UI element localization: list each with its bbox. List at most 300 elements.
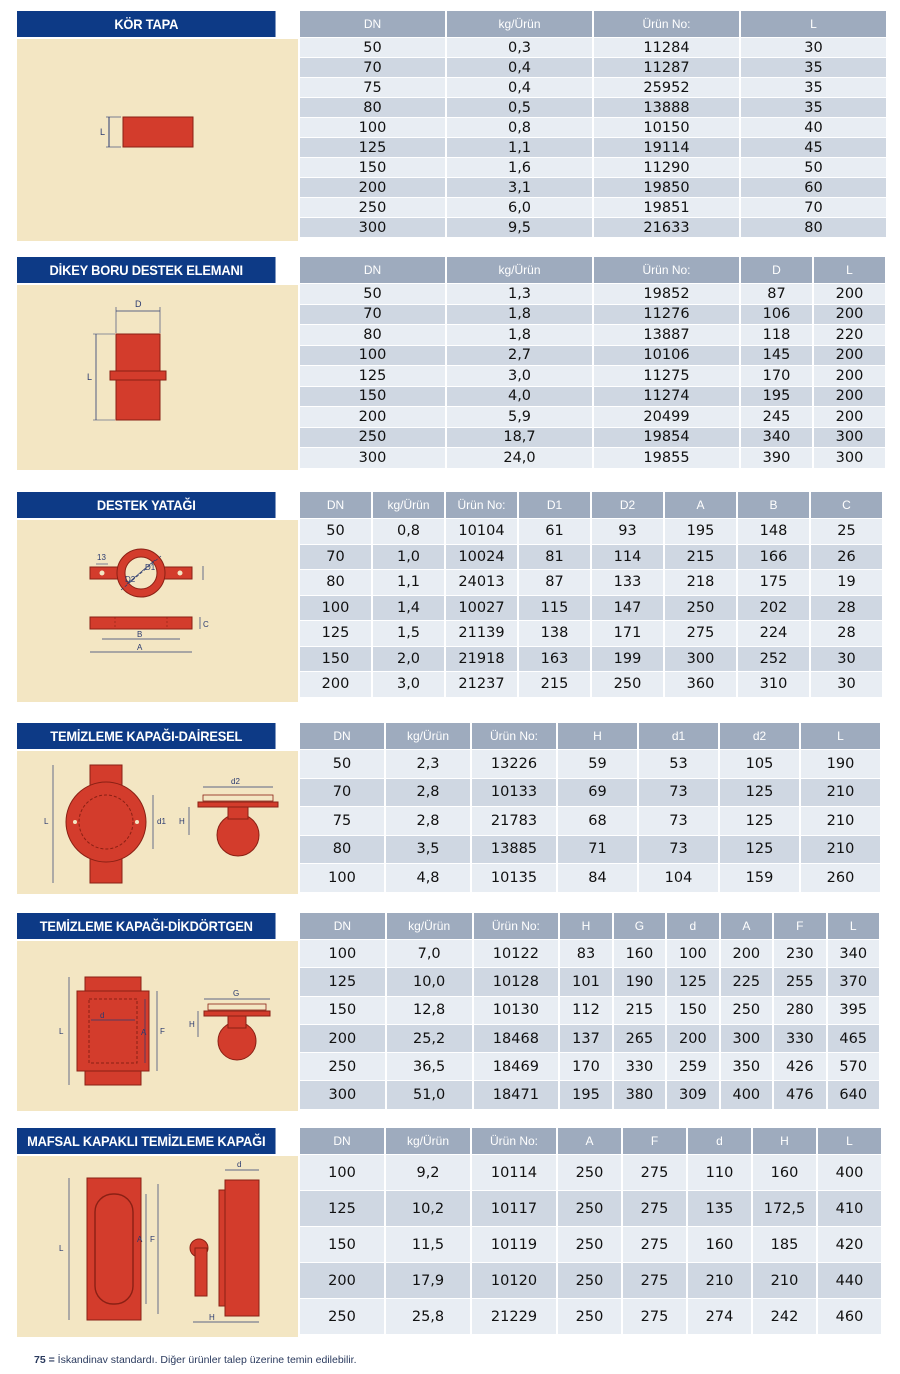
table-row [300,1263,881,1298]
table-row [300,98,886,117]
table-cell: 300 [721,1025,772,1052]
label-D1: D1 [145,563,156,572]
label-H: H [189,1020,195,1029]
table-cell: 19114 [594,138,739,157]
table-cell: 73 [639,779,718,807]
table-cell: 170 [560,1053,611,1080]
table-row [300,448,885,468]
table-cell: 465 [828,1025,879,1052]
col-header: DN [300,1128,384,1154]
table-cell: 80 [741,218,886,237]
label-A: A [137,1235,143,1244]
section-temizleme-dairesel [17,723,883,894]
label-A: A [141,1028,147,1037]
table-cell: 150 [300,647,371,672]
table-cell: 13887 [594,325,739,345]
table-cell: 200 [814,346,885,366]
table-cell: 36,5 [387,1053,472,1080]
table-cell: 460 [818,1299,881,1334]
col-header: Ürün No: [472,1128,556,1154]
table-cell: 1,8 [447,305,592,325]
product-drawing-kor-tapa [17,39,298,241]
table-cell: 19851 [594,198,739,217]
col-header: kg/Ürün [386,1128,470,1154]
table-cell: 210 [801,807,880,835]
table-cell: 166 [738,545,809,570]
table-row [300,178,886,197]
table-cell: 17,9 [386,1263,470,1298]
table-cell: 11275 [594,366,739,386]
table-cell: 200 [721,940,772,967]
section-destek-yatagi [17,492,883,702]
table-cell: 10128 [474,968,559,995]
section-title: KÖR TAPA [17,11,276,37]
table-cell: 340 [741,428,812,448]
table-row [300,58,886,77]
table-cell: 275 [623,1263,686,1298]
table-row [300,407,885,427]
table-cell: 70 [300,58,445,77]
table-row [300,1081,879,1108]
table-cell: 40 [741,118,886,137]
label-13: 13 [97,553,106,562]
table-cell: 11287 [594,58,739,77]
table-cell: 330 [774,1025,825,1052]
table-row [300,138,886,157]
table-cell: 200 [814,284,885,304]
table-cell: 10119 [472,1227,556,1262]
table-cell: 0,8 [373,519,444,544]
col-header: Ürün No: [594,11,739,37]
col-header: L [818,1128,881,1154]
table-cell: 0,8 [447,118,592,137]
table-cell: 10024 [446,545,517,570]
table-row [300,968,879,995]
table-cell: 10,0 [387,968,472,995]
table-cell: 135 [688,1191,751,1226]
table-cell: 195 [560,1081,611,1108]
col-header: Ürün No: [474,913,559,939]
table-cell: 115 [519,596,590,621]
table-cell: 171 [592,621,663,646]
table-cell: 150 [300,158,445,177]
table-cell: 150 [667,997,718,1024]
section-mafsal-kapakli [17,1128,883,1337]
table-cell: 0,3 [447,38,592,57]
table-row [300,807,880,835]
table-cell: 476 [774,1081,825,1108]
table-row [300,750,880,778]
table-row [300,1053,879,1080]
table-cell: 250 [721,997,772,1024]
section-title: TEMİZLEME KAPAĞI-DİKDÖRTGEN [17,913,276,939]
col-header: H [558,723,637,749]
table-cell: 10133 [472,779,556,807]
table-cell: 640 [828,1081,879,1108]
table-cell: 370 [828,968,879,995]
table-cell: 10027 [446,596,517,621]
table-cell: 230 [774,940,825,967]
table-cell: 250 [558,1191,621,1226]
table-cell: 21633 [594,218,739,237]
table-cell: 69 [558,779,637,807]
table-cell: 75 [300,807,384,835]
table-cell: 50 [300,38,445,57]
table-cell: 2,7 [447,346,592,366]
table-cell: 30 [741,38,886,57]
table-cell: 200 [814,366,885,386]
table-cell: 275 [623,1191,686,1226]
table-cell: 400 [721,1081,772,1108]
table-cell: 440 [818,1263,881,1298]
table-cell: 18471 [474,1081,559,1108]
table-cell: 170 [741,366,812,386]
label-L: L [44,817,49,826]
table-row [300,325,885,345]
col-header: A [721,913,772,939]
table-cell: 81 [519,545,590,570]
table-cell: 73 [639,836,718,864]
spec-table [298,722,882,893]
table-cell: 250 [300,428,445,448]
section-title: TEMİZLEME KAPAĞI-DAİRESEL [17,723,276,749]
label-d2: d2 [231,777,240,786]
table-row [300,305,885,325]
table-cell: 87 [519,570,590,595]
table-cell: 2,8 [386,807,470,835]
table-cell: 125 [720,807,799,835]
table-cell: 250 [558,1227,621,1262]
table-cell: 3,0 [447,366,592,386]
col-header: L [828,913,879,939]
table-cell: 13888 [594,98,739,117]
product-drawing-temizleme-dikdortgen [17,941,298,1111]
table-cell: 1,5 [373,621,444,646]
table-cell: 300 [814,428,885,448]
table-row [300,545,882,570]
table-cell: 21237 [446,672,517,697]
table-cell: 242 [753,1299,816,1334]
col-header: H [753,1128,816,1154]
table-row [300,647,882,672]
table-cell: 137 [560,1025,611,1052]
table-cell: 25,2 [387,1025,472,1052]
table-cell: 310 [738,672,809,697]
table-cell: 260 [801,864,880,892]
table-cell: 18,7 [447,428,592,448]
table-cell: 10135 [472,864,556,892]
table-cell: 50 [300,750,384,778]
table-cell: 104 [639,864,718,892]
spec-table [298,256,887,469]
table-cell: 21229 [472,1299,556,1334]
page-number-eq: = [48,1354,55,1366]
table-cell: 50 [300,519,371,544]
table-cell: 110 [688,1155,751,1190]
table-cell: 1,4 [373,596,444,621]
label-F: F [150,1235,155,1244]
table-cell: 252 [738,647,809,672]
table-row [300,346,885,366]
table-cell: 160 [753,1155,816,1190]
table-cell: 215 [665,545,736,570]
table-cell: 35 [741,58,886,77]
table-cell: 1,8 [447,325,592,345]
col-header: F [774,913,825,939]
table-cell: 112 [560,997,611,1024]
label-C: C [203,620,209,629]
table-cell: 210 [753,1263,816,1298]
table-cell: 1,0 [373,545,444,570]
table-cell: 395 [828,997,879,1024]
col-header: DN [300,913,385,939]
table-cell: 19855 [594,448,739,468]
table-row [300,284,885,304]
table-cell: 250 [558,1263,621,1298]
table-cell: 250 [558,1155,621,1190]
table-cell: 24,0 [447,448,592,468]
table-cell: 11290 [594,158,739,177]
table-cell: 2,3 [386,750,470,778]
table-cell: 4,8 [386,864,470,892]
table-cell: 100 [300,1155,384,1190]
table-cell: 11274 [594,387,739,407]
product-drawing-temizleme-dairesel [17,751,298,894]
table-cell: 11,5 [386,1227,470,1262]
label-L: L [59,1027,64,1036]
table-cell: 5,9 [447,407,592,427]
table-cell: 9,2 [386,1155,470,1190]
table-cell: 19850 [594,178,739,197]
table-cell: 275 [665,621,736,646]
table-cell: 70 [741,198,886,217]
table-cell: 11284 [594,38,739,57]
table-cell: 133 [592,570,663,595]
col-header: DN [300,723,384,749]
table-cell: 80 [300,325,445,345]
table-cell: 274 [688,1299,751,1334]
label-B: B [137,630,143,639]
table-cell: 83 [560,940,611,967]
table-row [300,1191,881,1226]
table-row [300,158,886,177]
table-cell: 250 [300,198,445,217]
table-cell: 21783 [472,807,556,835]
table-cell: 105 [720,750,799,778]
table-cell: 30 [811,672,882,697]
table-cell: 400 [818,1155,881,1190]
section-temizleme-dikdortgen [17,913,883,1111]
table-row [300,940,879,967]
table-cell: 360 [665,672,736,697]
table-cell: 390 [741,448,812,468]
table-cell: 3,5 [386,836,470,864]
table-cell: 18468 [474,1025,559,1052]
table-cell: 50 [741,158,886,177]
table-cell: 250 [300,1299,384,1334]
table-cell: 300 [300,218,445,237]
table-cell: 80 [300,570,371,595]
table-cell: 410 [818,1191,881,1226]
table-cell: 275 [623,1227,686,1262]
spec-table [298,10,888,238]
table-cell: 309 [667,1081,718,1108]
table-cell: 210 [801,779,880,807]
table-cell: 50 [300,284,445,304]
table-cell: 125 [300,968,385,995]
col-header: F [623,1128,686,1154]
table-row [300,1025,879,1052]
table-cell: 60 [741,178,886,197]
table-cell: 84 [558,864,637,892]
table-cell: 200 [814,387,885,407]
col-header: G [614,913,665,939]
table-cell: 125 [300,621,371,646]
table-cell: 3,1 [447,178,592,197]
col-header: DN [300,11,445,37]
table-cell: 200 [814,407,885,427]
table-cell: 13226 [472,750,556,778]
col-header: C [811,492,882,518]
col-header: kg/Ürün [447,257,592,283]
table-cell: 68 [558,807,637,835]
col-header: A [558,1128,621,1154]
col-header: kg/Ürün [373,492,444,518]
table-cell: 175 [738,570,809,595]
label-L: L [100,127,106,137]
table-cell: 210 [688,1263,751,1298]
col-header: D [741,257,812,283]
table-cell: 100 [300,596,371,621]
table-cell: 1,1 [447,138,592,157]
table-cell: 1,6 [447,158,592,177]
table-row [300,621,882,646]
label-d1: d1 [157,817,166,826]
table-cell: 125 [720,779,799,807]
table-cell: 300 [814,448,885,468]
table-row [300,997,879,1024]
table-cell: 24013 [446,570,517,595]
label-G: G [233,989,240,998]
table-cell: 10106 [594,346,739,366]
table-cell: 145 [741,346,812,366]
col-header: B [738,492,809,518]
table-cell: 53 [639,750,718,778]
table-row [300,366,885,386]
table-cell: 150 [300,1227,384,1262]
section-title: MAFSAL KAPAKLI TEMİZLEME KAPAĞI [17,1128,276,1154]
label-H: H [209,1313,215,1322]
page-number: 75 [34,1354,46,1366]
table-cell: 138 [519,621,590,646]
table-cell: 61 [519,519,590,544]
table-cell: 30 [811,647,882,672]
table-cell: 224 [738,621,809,646]
table-cell: 10104 [446,519,517,544]
table-cell: 0,5 [447,98,592,117]
table-cell: 35 [741,78,886,97]
table-cell: 80 [300,836,384,864]
table-cell: 150 [300,387,445,407]
table-row [300,596,882,621]
table-cell: 426 [774,1053,825,1080]
page-footer [34,1354,357,1366]
table-cell: 11276 [594,305,739,325]
table-cell: 100 [300,864,384,892]
col-header: L [741,11,886,37]
table-cell: 10114 [472,1155,556,1190]
table-cell: 275 [623,1299,686,1334]
table-cell: 13885 [472,836,556,864]
table-cell: 200 [300,1263,384,1298]
table-row [300,198,886,217]
table-cell: 25952 [594,78,739,97]
table-cell: 100 [300,346,445,366]
col-header: kg/Ürün [447,11,592,37]
table-cell: 300 [300,448,445,468]
table-cell: 3,0 [373,672,444,697]
table-cell: 10150 [594,118,739,137]
col-header: kg/Ürün [387,913,472,939]
label-L: L [87,372,93,382]
table-cell: 250 [300,1053,385,1080]
table-cell: 0,4 [447,78,592,97]
table-cell: 25 [811,519,882,544]
table-cell: 19 [811,570,882,595]
table-cell: 250 [592,672,663,697]
table-cell: 185 [753,1227,816,1262]
table-cell: 80 [300,98,445,117]
table-cell: 255 [774,968,825,995]
table-cell: 250 [665,596,736,621]
table-cell: 100 [300,118,445,137]
table-cell: 125 [300,1191,384,1226]
table-row [300,38,886,57]
table-cell: 199 [592,647,663,672]
table-cell: 35 [741,98,886,117]
table-cell: 200 [300,407,445,427]
table-cell: 19852 [594,284,739,304]
table-cell: 380 [614,1081,665,1108]
table-row [300,78,886,97]
table-row [300,1155,881,1190]
table-cell: 220 [814,325,885,345]
table-cell: 150 [300,997,385,1024]
table-cell: 160 [688,1227,751,1262]
table-cell: 114 [592,545,663,570]
table-cell: 28 [811,596,882,621]
table-cell: 259 [667,1053,718,1080]
col-header: D2 [592,492,663,518]
table-cell: 147 [592,596,663,621]
table-cell: 265 [614,1025,665,1052]
section-dikey-boru [17,257,883,470]
col-header: L [814,257,885,283]
spec-table [298,912,881,1110]
table-cell: 45 [741,138,886,157]
col-header: Ürün No: [472,723,556,749]
table-cell: 225 [721,968,772,995]
table-cell: 70 [300,779,384,807]
table-cell: 125 [720,836,799,864]
table-cell: 172,5 [753,1191,816,1226]
table-cell: 21918 [446,647,517,672]
table-cell: 6,0 [447,198,592,217]
table-row [300,1227,881,1262]
table-cell: 200 [814,305,885,325]
table-cell: 215 [614,997,665,1024]
table-row [300,1299,881,1334]
